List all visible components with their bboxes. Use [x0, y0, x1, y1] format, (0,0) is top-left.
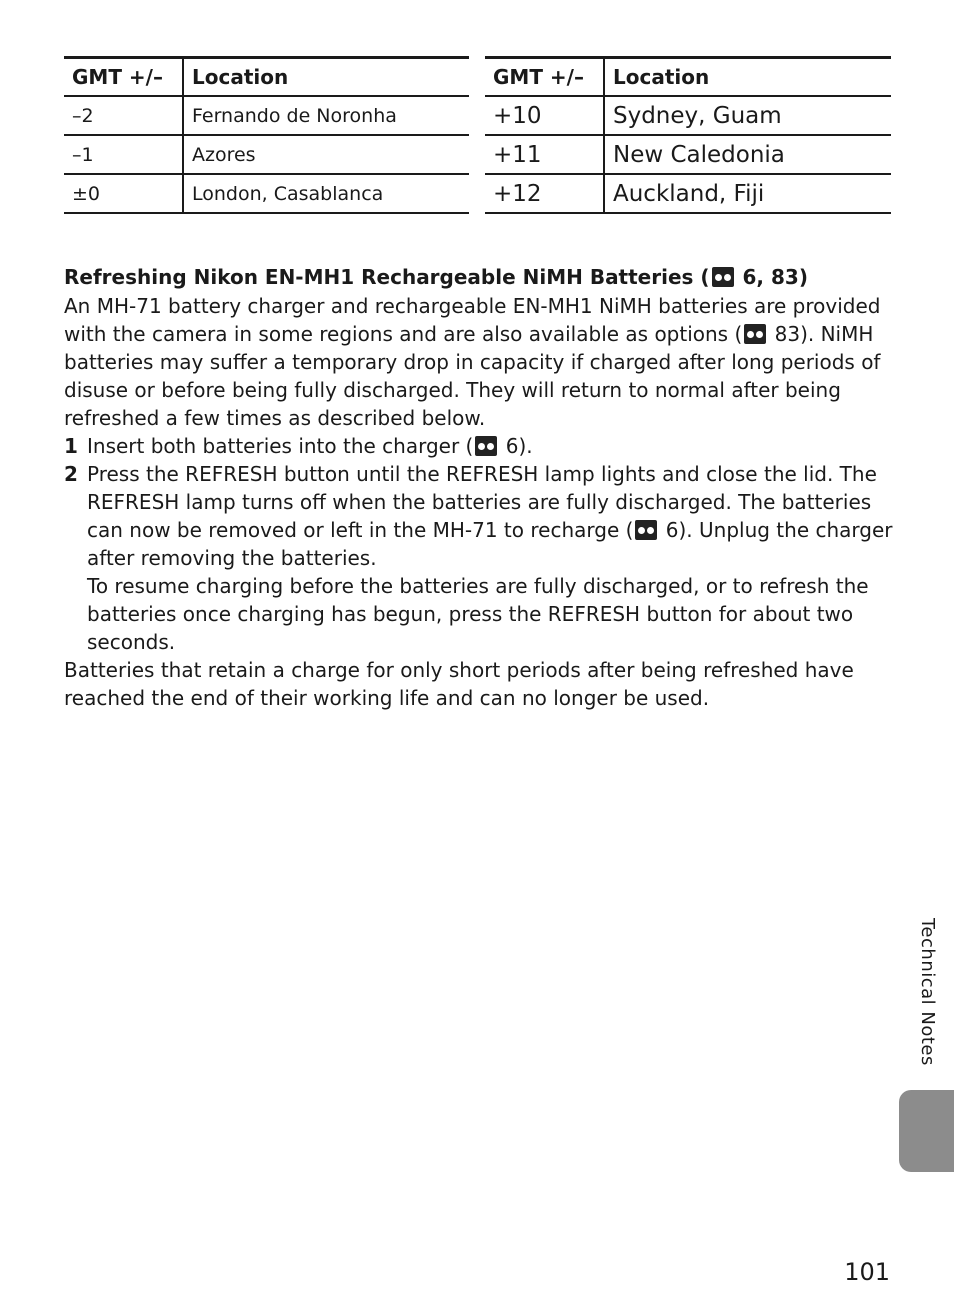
- step-number: 1: [64, 434, 78, 458]
- gmt-cell: +10: [485, 96, 604, 135]
- section-heading: Refreshing Nikon EN-MH1 Rechargeable NiMH Batteries ( 6, 83): [64, 265, 808, 289]
- closing-paragraph: Batteries that retain a charge for only short periods after being refreshed have reached the end of their working life and can no longer be used.: [64, 658, 854, 710]
- location-header: Location: [183, 58, 469, 97]
- step-2: [64, 460, 894, 572]
- gmt-cell: ±0: [64, 174, 183, 213]
- reference-icon: [475, 436, 497, 456]
- gmt-cell: –1: [64, 135, 183, 174]
- gmt-header: GMT +/–: [64, 58, 183, 97]
- step-number: 2: [64, 462, 78, 486]
- table-row: [485, 96, 891, 135]
- table-row: [485, 135, 891, 174]
- location-header: Location: [604, 58, 891, 97]
- chapter-tab: [899, 1090, 954, 1172]
- step-2-note: To resume charging before the batteries are fully discharged, or to refresh the batteries once charging has begun, press the REFRESH button for about two seconds.: [87, 574, 869, 654]
- timezone-table-right: [485, 56, 891, 214]
- table-header-row: [64, 58, 469, 97]
- location-cell: Fernando de Noronha: [183, 96, 469, 135]
- timezone-table-left: [64, 56, 469, 214]
- chapter-side-label: Technical Notes: [917, 918, 938, 1066]
- location-cell: Sydney, Guam: [604, 96, 891, 135]
- reference-icon: [744, 324, 766, 344]
- refresh-batteries-section: [64, 262, 894, 712]
- table-header-row: [485, 58, 891, 97]
- table-row: [64, 96, 469, 135]
- gmt-header: GMT +/–: [485, 58, 604, 97]
- location-cell: Azores: [183, 135, 469, 174]
- location-cell: London, Casablanca: [183, 174, 469, 213]
- step-text: Insert both batteries into the charger ( 6).: [87, 434, 533, 458]
- gmt-cell: +11: [485, 135, 604, 174]
- reference-icon: [635, 520, 657, 540]
- location-cell: Auckland, Fiji: [604, 174, 891, 213]
- page-number: 101: [844, 1258, 890, 1286]
- intro-paragraph: An MH-71 battery charger and rechargeable EN-MH1 NiMH batteries are provided with the camera in some regions and are also available as options ( 83). NiMH batteries may suffer a temporary drop in capacity if charged after long periods of disuse or before being fully discharged. They will return to normal after being refreshed a few times as described below.: [64, 294, 881, 430]
- table-row: [64, 174, 469, 213]
- table-row: [64, 135, 469, 174]
- gmt-cell: +12: [485, 174, 604, 213]
- step-1: [64, 432, 894, 460]
- location-cell: New Caledonia: [604, 135, 891, 174]
- step-text: Press the REFRESH button until the REFRESH lamp lights and close the lid. The REFRESH lamp turns off when the batteries are fully discharged. The batteries can now be removed or left in the MH-71 to recharge ( 6). Unplug the charger after removing the batteries.: [87, 462, 893, 570]
- gmt-cell: –2: [64, 96, 183, 135]
- reference-icon: [712, 267, 734, 287]
- table-row: [485, 174, 891, 213]
